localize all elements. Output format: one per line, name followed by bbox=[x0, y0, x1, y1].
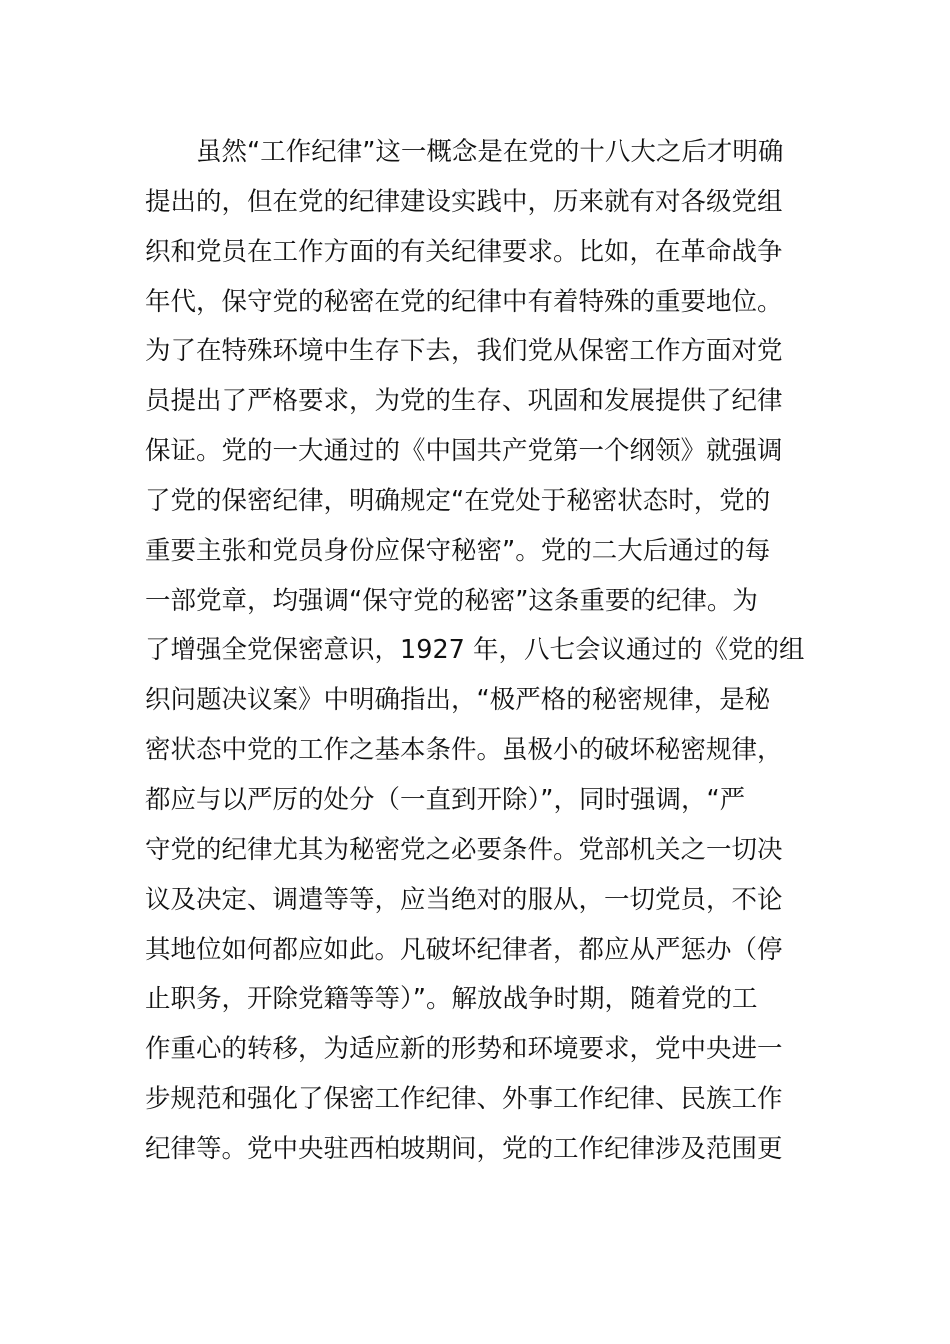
text-line-9: 重要主张和党员身份应保守秘密”。党的二大后通过的每 bbox=[145, 535, 771, 566]
text-line-10: 一部党章，均强调“保守党的秘密”这条重要的纪律。为 bbox=[145, 585, 758, 616]
text-line-5: 为了在特殊环境中生存下去，我们党从保密工作方面对党 bbox=[145, 336, 783, 367]
text-line-17: 其地位如何都应如此。凡破坏纪律者，都应从严惩办（停 bbox=[145, 934, 783, 965]
text-line-12: 织问题决议案》中明确指出，“极严格的秘密规律，是秘 bbox=[145, 685, 771, 716]
text-line-4: 年代，保守党的秘密在党的纪律中有着特殊的重要地位。 bbox=[145, 286, 783, 317]
text-line-6: 员提出了严格要求，为党的生存、巩固和发展提供了纪律 bbox=[145, 386, 783, 417]
text-line-1: 虽然“工作纪律”这一概念是在党的十八大之后才明确 bbox=[145, 137, 784, 167]
text-line-14: 都应与以严厉的处分（一直到开除）”，同时强调，“严 bbox=[145, 784, 746, 815]
text-line-19: 作重心的转移，为适应新的形势和环境要求，党中央进一 bbox=[145, 1034, 783, 1065]
text-line-3: 织和党员在工作方面的有关纪律要求。比如，在革命战争 bbox=[145, 236, 783, 267]
body-paragraph bbox=[145, 128, 810, 1175]
text-line-7: 保证。党的一大通过的《中国共产党第一个纲领》就强调 bbox=[145, 436, 783, 467]
text-line-18: 止职务，开除党籍等等）”。解放战争时期，随着党的工 bbox=[145, 984, 758, 1015]
text-line-8: 了党的保密纪律，明确规定“在党处于秘密状态时，党的 bbox=[145, 485, 771, 516]
text-line-2: 提出的，但在党的纪律建设实践中，历来就有对各级党组 bbox=[145, 186, 783, 217]
text-line-13: 密状态中党的工作之基本条件。虽极小的破坏秘密规律， bbox=[145, 735, 783, 766]
text-line-16: 议及决定、调遣等等，应当绝对的服从，一切党员，不论 bbox=[145, 884, 783, 915]
text-line-21: 纪律等。党中央驻西柏坡期间，党的工作纪律涉及范围更 bbox=[145, 1133, 783, 1164]
text-line-20: 步规范和强化了保密工作纪律、外事工作纪律、民族工作 bbox=[145, 1084, 783, 1115]
text-line-15: 守党的纪律尤其为秘密党之必要条件。党部机关之一切决 bbox=[145, 834, 783, 865]
text-line-11: 了增强全党保密意识，1927 年，八七会议通过的《党的组 bbox=[145, 635, 805, 666]
